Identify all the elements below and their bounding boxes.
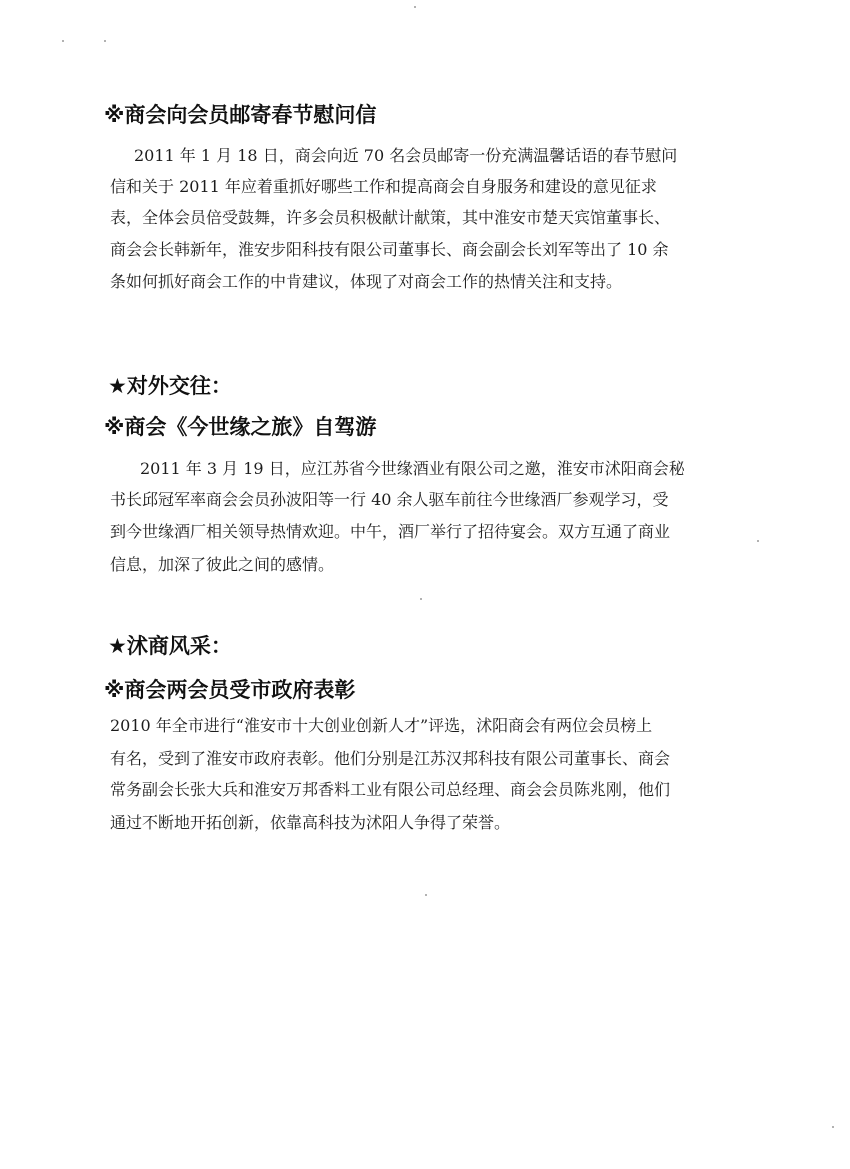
paragraph-line: 常务副会长张大兵和淮安万邦香料工业有限公司总经理、商会会员陈兆刚，他们 xyxy=(110,780,671,799)
paragraph-line: 通过不断地开拓创新，依靠高科技为沭阳人争得了荣誉。 xyxy=(110,813,511,832)
paragraph-line: 2011 年 1 月 18 日，商会向近 70 名会员邮寄一份充满温馨话语的春节慰问 xyxy=(134,146,678,165)
paragraph-line: 书长邱冠军率商会会员孙波阳等一行 40 余人驱车前往今世缘酒厂参观学习，受 xyxy=(110,490,669,509)
paragraph-line: 2011 年 3 月 19 日，应江苏省今世缘酒业有限公司之邀，淮安市沭阳商会秘 xyxy=(140,459,685,478)
paragraph-line: 商会会长韩新年，淮安步阳科技有限公司董事长、商会副会长刘军等出了 10 余 xyxy=(110,240,669,259)
paragraph-line: 信和关于 2011 年应着重抓好哪些工作和提高商会自身服务和建设的意见征求 xyxy=(110,177,657,196)
paragraph-line: 表，全体会员倍受鼓舞，许多会员积极献计献策，其中淮安市楚天宾馆董事长、 xyxy=(110,208,671,227)
paragraph-line: 信息，加深了彼此之间的感情。 xyxy=(110,555,335,574)
scan-speck xyxy=(420,598,422,600)
section-heading-new-year-letter: ※商会向会员邮寄春节慰问信 xyxy=(104,103,377,127)
category-heading-shuyang-merchants: ★沭商风采： xyxy=(108,634,232,658)
section-heading-self-drive-trip: ※商会《今世缘之旅》自驾游 xyxy=(104,415,377,439)
paragraph-line: 条如何抓好商会工作的中肯建议，体现了对商会工作的热情关注和支持。 xyxy=(110,272,623,291)
category-heading-external-exchanges: ★对外交往： xyxy=(108,374,232,398)
paragraph-line: 2010 年全市进行“淮安市十大创业创新人才”评选，沭阳商会有两位会员榜上 xyxy=(110,716,653,735)
scan-speck xyxy=(414,6,416,8)
paragraph-line: 有名，受到了淮安市政府表彰。他们分别是江苏汉邦科技有限公司董事长、商会 xyxy=(110,749,671,768)
scan-speck xyxy=(832,1126,834,1128)
scan-speck xyxy=(757,540,759,542)
scan-speck xyxy=(425,894,427,896)
scan-speck xyxy=(62,40,64,42)
scan-speck xyxy=(104,40,106,42)
section-heading-government-commendation: ※商会两会员受市政府表彰 xyxy=(104,678,356,702)
paragraph-line: 到今世缘酒厂相关领导热情欢迎。中午，酒厂举行了招待宴会。双方互通了商业 xyxy=(110,522,671,541)
